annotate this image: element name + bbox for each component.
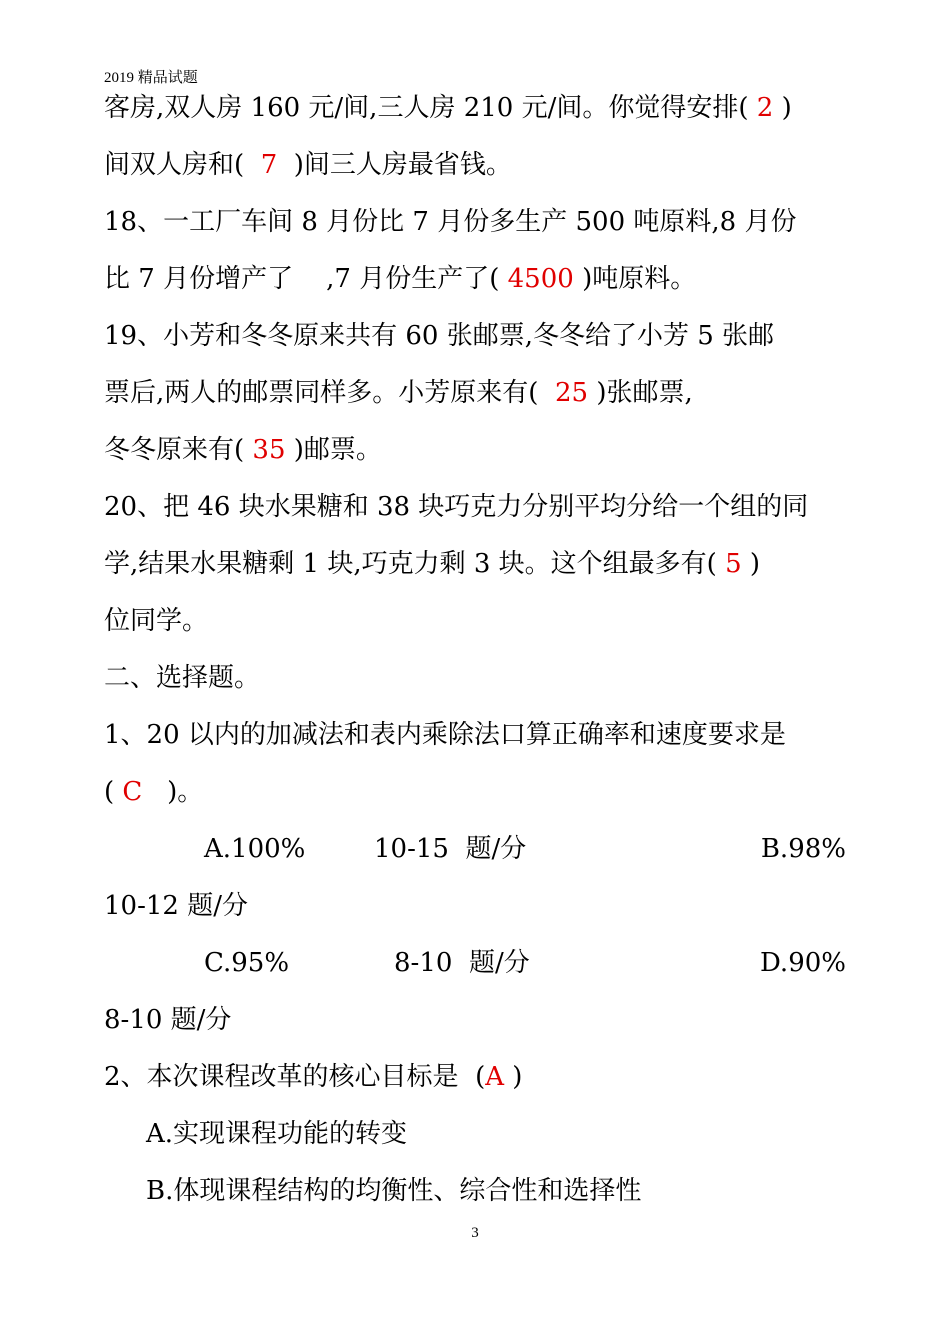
q17-text-2: 间双人房和(	[104, 150, 245, 180]
q20-text-2: 学,结果水果糖剩 1 块,巧克力剩 3 块。这个组最多有(	[104, 549, 717, 579]
mc2-answer: A	[485, 1062, 504, 1092]
q18-text-2b: )吨原料。	[582, 264, 697, 294]
q19-line-3	[104, 437, 382, 463]
q20-line-1: 20、把 46 块水果糖和 38 块巧克力分别平均分给一个组的同	[104, 492, 809, 522]
q17-line-2	[104, 152, 512, 178]
q19-line-1: 19、小芳和冬冬原来共有 60 张邮票,冬冬给了小芳 5 张邮	[104, 321, 775, 351]
mc1-answer-line	[104, 779, 203, 805]
q18-text-2: 比 7 月份增产了 ,7 月份生产了(	[104, 264, 500, 294]
q17-answer-1: 2	[756, 93, 774, 123]
q18-line-2	[104, 266, 696, 292]
page-header: 2019 精品试题	[104, 70, 198, 86]
mc1-option-c: C.95%	[204, 948, 290, 978]
page-number: 3	[471, 1225, 479, 1241]
mc1-open-paren: (	[104, 777, 115, 807]
mc1-option-d: D.90%	[760, 948, 846, 978]
q20-line-3: 位同学。	[104, 606, 209, 636]
q19-answer-1: 25	[554, 378, 589, 408]
section-heading: 二、选择题。	[104, 663, 261, 693]
mc2-close-paren: )	[512, 1062, 523, 1092]
mc1-answer: C	[122, 777, 143, 807]
q19-line-2	[104, 380, 693, 406]
q19-answer-2: 35	[252, 435, 286, 465]
q19-text-2: 票后,两人的邮票同样多。小芳原来有(	[104, 378, 539, 408]
q19-text-3b: )邮票。	[293, 435, 382, 465]
q18-answer: 4500	[507, 264, 574, 294]
mc2-option-a: A.实现课程功能的转变	[146, 1119, 408, 1149]
mc1-option-c-rate: 8-10 题/分	[394, 948, 530, 978]
mc1-close-paren: )。	[167, 777, 204, 807]
mc1-stem: 1、20 以内的加减法和表内乘除法口算正确率和速度要求是	[104, 720, 786, 750]
mc2-stem-line	[104, 1064, 522, 1090]
mc2-stem: 2、本次课程改革的核心目标是 (	[104, 1062, 486, 1092]
q17-answer-2: 7	[260, 150, 278, 180]
q17-text-1: 客房,双人房 160 元/间,三人房 210 元/间。你觉得安排(	[104, 93, 749, 123]
q18-line-1: 18、一工厂车间 8 月份比 7 月份多生产 500 吨原料,8 月份	[104, 207, 797, 237]
q20-text-2b: )	[749, 549, 761, 579]
q20-answer: 5	[725, 549, 742, 579]
q17-text-2b: )间三人房最省钱。	[293, 150, 512, 180]
q17-text-1b: )	[781, 93, 792, 123]
q17-line-1	[104, 95, 792, 121]
q19-text-2b: )张邮票,	[596, 378, 693, 408]
mc1-option-b: B.98%	[760, 834, 846, 864]
q19-text-3: 冬冬原来有(	[104, 435, 245, 465]
q20-line-2	[104, 551, 760, 577]
mc1-option-d-rate: 8-10 题/分	[104, 1005, 232, 1035]
mc1-option-b-rate: 10-12 题/分	[104, 891, 248, 921]
mc1-option-a-rate: 10-15 题/分	[374, 834, 527, 864]
mc2-option-b: B.体现课程结构的均衡性、综合性和选择性	[146, 1176, 642, 1206]
mc1-option-a: A.100%	[204, 834, 306, 864]
